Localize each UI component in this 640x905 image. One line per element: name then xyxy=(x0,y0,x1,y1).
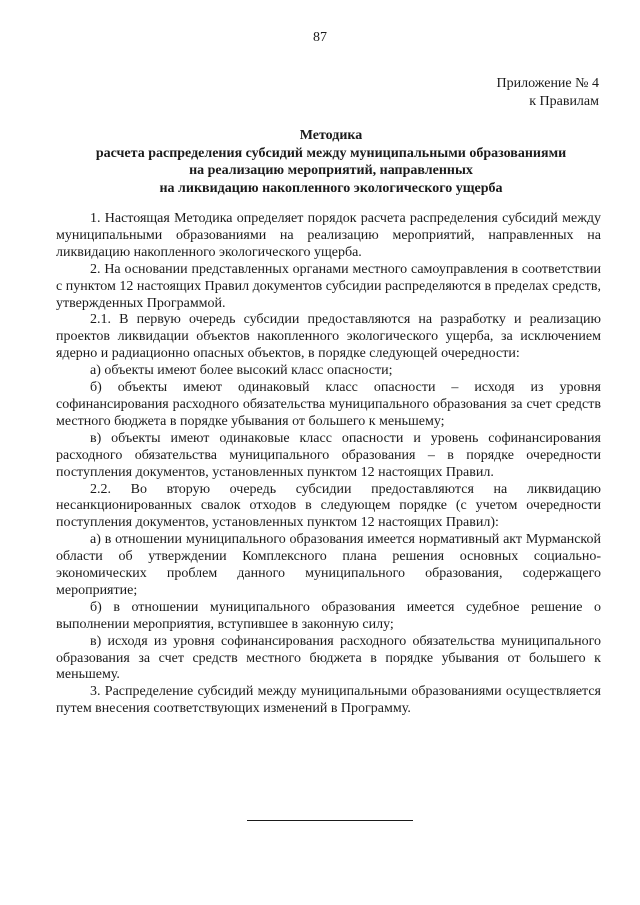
paragraph-3: 3. Распределение субсидий между муниципальными образованиями осуществляется путем внесения соответствующих изменений в Программу. xyxy=(56,684,601,717)
end-separator-line xyxy=(247,820,413,821)
paragraph-2-2-a: а) в отношении муниципального образования имеется нормативный акт Мурманской области об утверждении Комплексного плана решения основных социально-экономических проблем данного муниципального образования, содержащего мероприятие; xyxy=(56,532,601,598)
appendix-rules-ref: к Правилам xyxy=(529,94,599,109)
document-body xyxy=(56,211,601,718)
paragraph-2-1-v: в) объекты имеют одинаковые класс опасности и уровень софинансирования расходного обязательства муниципального образования – в порядке очередности поступления документов, установленных пунктом 12 настоящих Правил. xyxy=(56,430,601,480)
paragraph-2-2-v: в) исходя из уровня софинансирования расходного обязательства муниципального образования за счет средств местного бюджета в порядке убывания от большего к меньшему. xyxy=(56,633,601,683)
title-line-4: на ликвидацию накопленного экологического ущерба xyxy=(159,180,503,196)
document-title xyxy=(56,127,606,197)
appendix-reference xyxy=(497,75,600,111)
title-line-2: расчета распределения субсидий между муниципальными образованиями xyxy=(95,145,567,161)
paragraph-2-1-b: б) объекты имеют одинаковый класс опасности – исходя из уровня софинансирования расходного обязательства муниципального образования за счет средств местного бюджета в порядке убывания от большего к меньшему; xyxy=(56,380,601,429)
paragraph-2: 2. На основании представленных органами местного самоуправления в соответствии с пунктом 12 настоящих Правил документов субсидии распределяются в пределах средств, утвержденных Программой. xyxy=(56,261,601,311)
appendix-number: Приложение № 4 xyxy=(496,76,599,91)
title-line-3: на реализацию мероприятий, направленных xyxy=(189,163,473,179)
title-line-1: Методика xyxy=(299,128,363,143)
paragraph-1: 1. Настоящая Методика определяет порядок расчета распределения субсидий между муниципальными образованиями на реализацию мероприятий, направленных на ликвидацию накопленного экологического ущерба. xyxy=(56,211,601,260)
paragraph-2-2: 2.2. Во вторую очередь субсидии предоставляются на ликвидацию несанкционированных свалок отходов в следующем порядке (с учетом очередности поступления документов, установленных пунктом 12 настоящих Правил): xyxy=(56,481,601,531)
paragraph-2-1: 2.1. В первую очередь субсидии предоставляются на разработку и реализацию проектов ликвидации объектов накопленного экологического ущерба, за исключением ядерно и радиационно опасных объектов, в порядке следующей очередности: xyxy=(56,312,601,362)
paragraph-2-2-b: б) в отношении муниципального образования имеется судебное решение о выполнении мероприятия, вступившее в законную силу; xyxy=(56,599,601,632)
page-number: 87 xyxy=(313,30,327,45)
paragraph-2-1-a: а) объекты имеют более высокий класс опасности; xyxy=(90,363,393,379)
